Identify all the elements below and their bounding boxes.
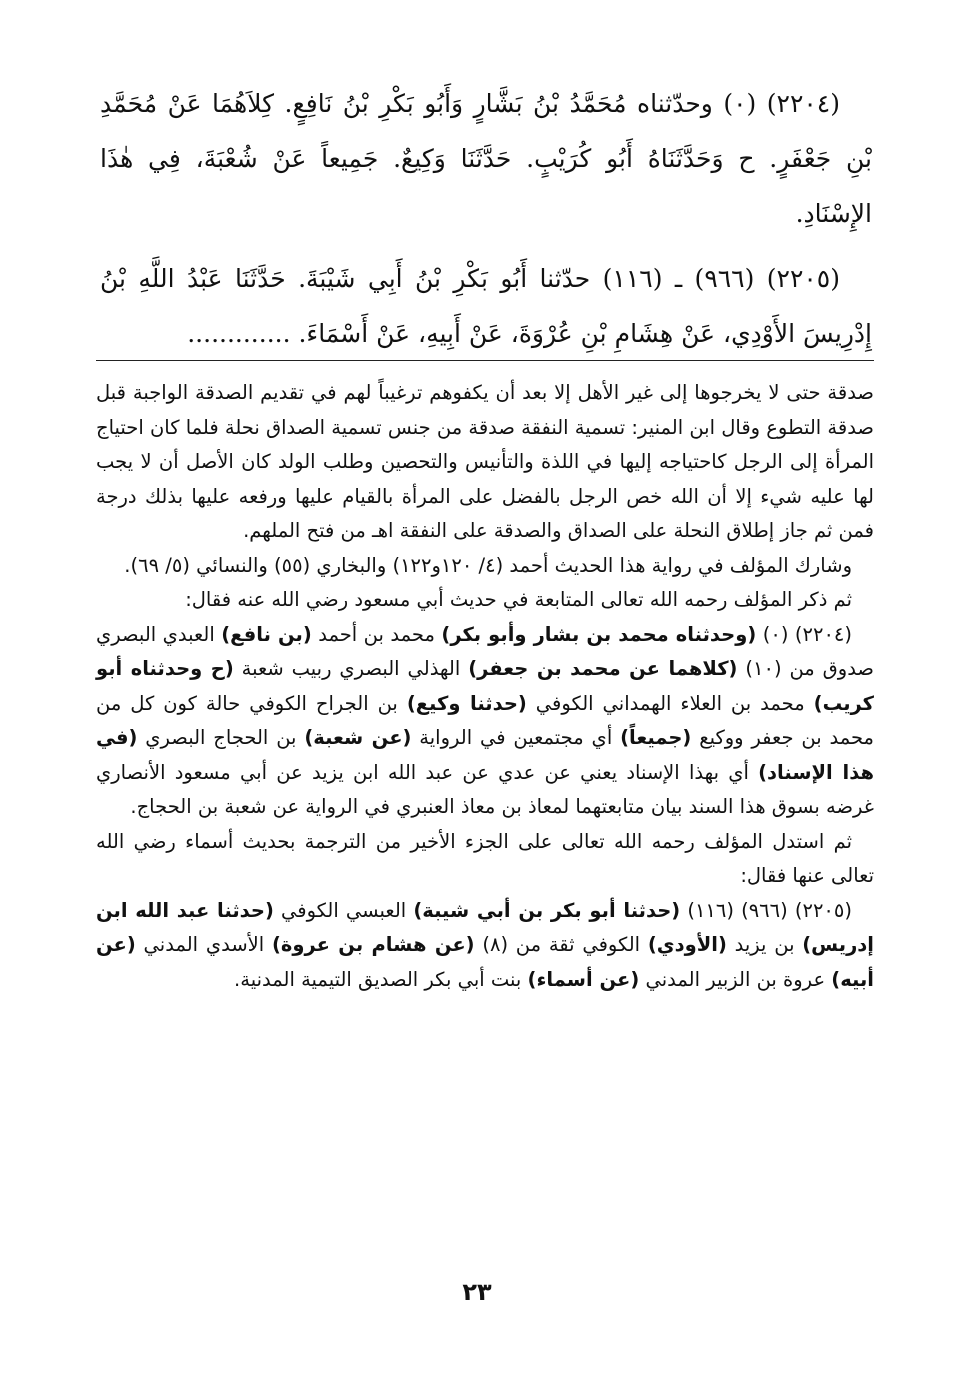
commentary-paragraph <box>96 825 874 894</box>
hadith-paragraph: (٢٢٠٤) (٠) وحدّثناه مُحَمَّدُ بْنُ بَشَّارٍ وَأَبُو بَكْرِ بْنُ نَافِعٍ. كِلاَهُمَا عَنْ مُحَمَّدِ بْنِ جَعْفَرٍ. ح وَحَدَّثَنَاهُ أَبُو كُرَيْبٍ. حَدَّثَنَا وَكِيعٌ. جَمِيعاً عَنْ شُعْبَةَ، فِي هٰذَا الإِسْنَادِ. <box>100 89 872 228</box>
text-run: العبسي الكوفي <box>273 898 414 922</box>
text-run: عروة بن الزبير المدني <box>639 967 832 991</box>
commentary-paragraph <box>96 583 874 618</box>
bold-quote: (بن نافع) <box>221 622 312 646</box>
bold-quote: (الأودي) <box>647 933 727 956</box>
text-run: بن الحجاج البصري <box>137 726 305 749</box>
bold-quote: (عن شعبة) <box>304 726 412 749</box>
text-run: محمد بن العلاء الهمداني الكوفي <box>526 691 814 715</box>
text-run: وشارك المؤلف في رواية هذا الحديث أحمد (٤/ ١٢٠و١٢٢) والبخاري (٥٥) والنسائي (٥/ ٦٩). <box>124 553 852 577</box>
bold-quote: (عن أبيه) <box>96 933 874 991</box>
bold-quote: (في هذا الإسناد) <box>96 726 875 784</box>
text-run: بن يزيد <box>726 933 803 956</box>
bold-quote: (كلاهما عن محمد بن جعفر) <box>468 657 738 680</box>
page-number: ٢٣ <box>462 1278 492 1306</box>
commentary-paragraph <box>96 894 874 998</box>
hadith-text <box>100 76 872 361</box>
text-run: ثم ذكر المؤلف رحمه الله تعالى المتابعة في حديث أبي مسعود رضي الله عنه فقال: <box>185 588 852 611</box>
bold-quote: (حدثنا أبو بكر بن أبي شيبة) <box>413 898 681 922</box>
footnote-divider <box>96 360 874 361</box>
text-run: أي بهذا الإسناد يعني عن عدي عن عبد الله ابن يزيد عن أبي مسعود الأنصاري غرضه بسوق هذا السند بيان متابعتهما لمعاذ بن معاذ العنبري في الرواية عن شعبة بن الحجاج. <box>96 760 874 818</box>
bold-quote: (وحدثناه محمد بن بشار وأبو بكر) <box>441 622 757 646</box>
text-run: الكوفي ثقة من (٨) <box>474 933 648 956</box>
bold-quote: (حدثنا عبد الله ابن إدريس) <box>96 898 874 956</box>
bold-quote: (عن هشام بن عروة) <box>271 933 475 956</box>
text-run: بنت أبي بكر الصديق التيمية المدنية. <box>234 967 528 991</box>
commentary-text <box>96 376 874 997</box>
text-run: ثم استدل المؤلف رحمه الله تعالى على الجزء الأخير من الترجمة بحديث أسماء رضي الله تعالى عنها فقال: <box>96 829 874 887</box>
text-run: الأسدي المدني <box>135 933 272 956</box>
bold-quote: (ح وحدثناه أبو كريب) <box>96 657 875 715</box>
text-run: محمد بن أحمد <box>311 622 442 646</box>
commentary-paragraph <box>96 376 874 549</box>
bold-quote: (عن أسماء) <box>527 967 640 991</box>
text-run: بن الجراح الكوفي حالة كون كل من محمد بن جعفر ووكيع <box>96 691 875 749</box>
bold-quote: (جميعاً) <box>620 726 692 749</box>
text-run: أي مجتمعين في الرواية <box>411 726 621 749</box>
commentary-paragraph <box>96 618 874 825</box>
text-run: (٢٢٠٥) (٩٦٦) (١١٦) <box>680 898 852 922</box>
hadith-paragraph: (٢٢٠٥) (٩٦٦) ـ (١١٦) حدّثنا أَبُو بَكْرِ بْنُ أَبِي شَيْبَةَ. حَدَّثَنَا عَبْدُ اللَّهِ بْنُ إِدْرِيسَ الأَوْدِي، عَنْ هِشَامِ بْنِ عُرْوَةَ، عَنْ أَبِيهِ، عَنْ أَسْمَاءَ. ............. <box>100 264 872 348</box>
bold-quote: (حدثنا وكيع) <box>406 691 527 715</box>
text-run: صدقة حتى لا يخرجوها إلى غير الأهل إلا بعد أن يكفوهم ترغيباً لهم في تقديم الصدقة الواجبة قبل صدقة التطوع وقال ابن المنير: تسمية النفقة صدقة من جنس تسمية الصداق نحلة فلما كان احتياج المرأة إلى الرجل كاحتياجه إليها في اللذة والتأنيس والتحصين وطلب الولد كان الأصل أن لا يجب لها عليه شيء إلا أن الله خص الرجل بالفضل على المرأة بالقيام عليها ورفعه عليها بذلك درجة فمن ثم جاز إطلاق النحلة على الصداق والصدقة على النفقة اهـ من فتح الملهم. <box>95 381 874 542</box>
text-run: العبدي البصري صدوق من (١٠) <box>96 622 874 680</box>
text-run: الهذلي البصري ربيب شعبة <box>233 657 469 680</box>
text-run: (٢٢٠٤) (٠) <box>756 622 853 646</box>
commentary-paragraph <box>96 549 874 584</box>
